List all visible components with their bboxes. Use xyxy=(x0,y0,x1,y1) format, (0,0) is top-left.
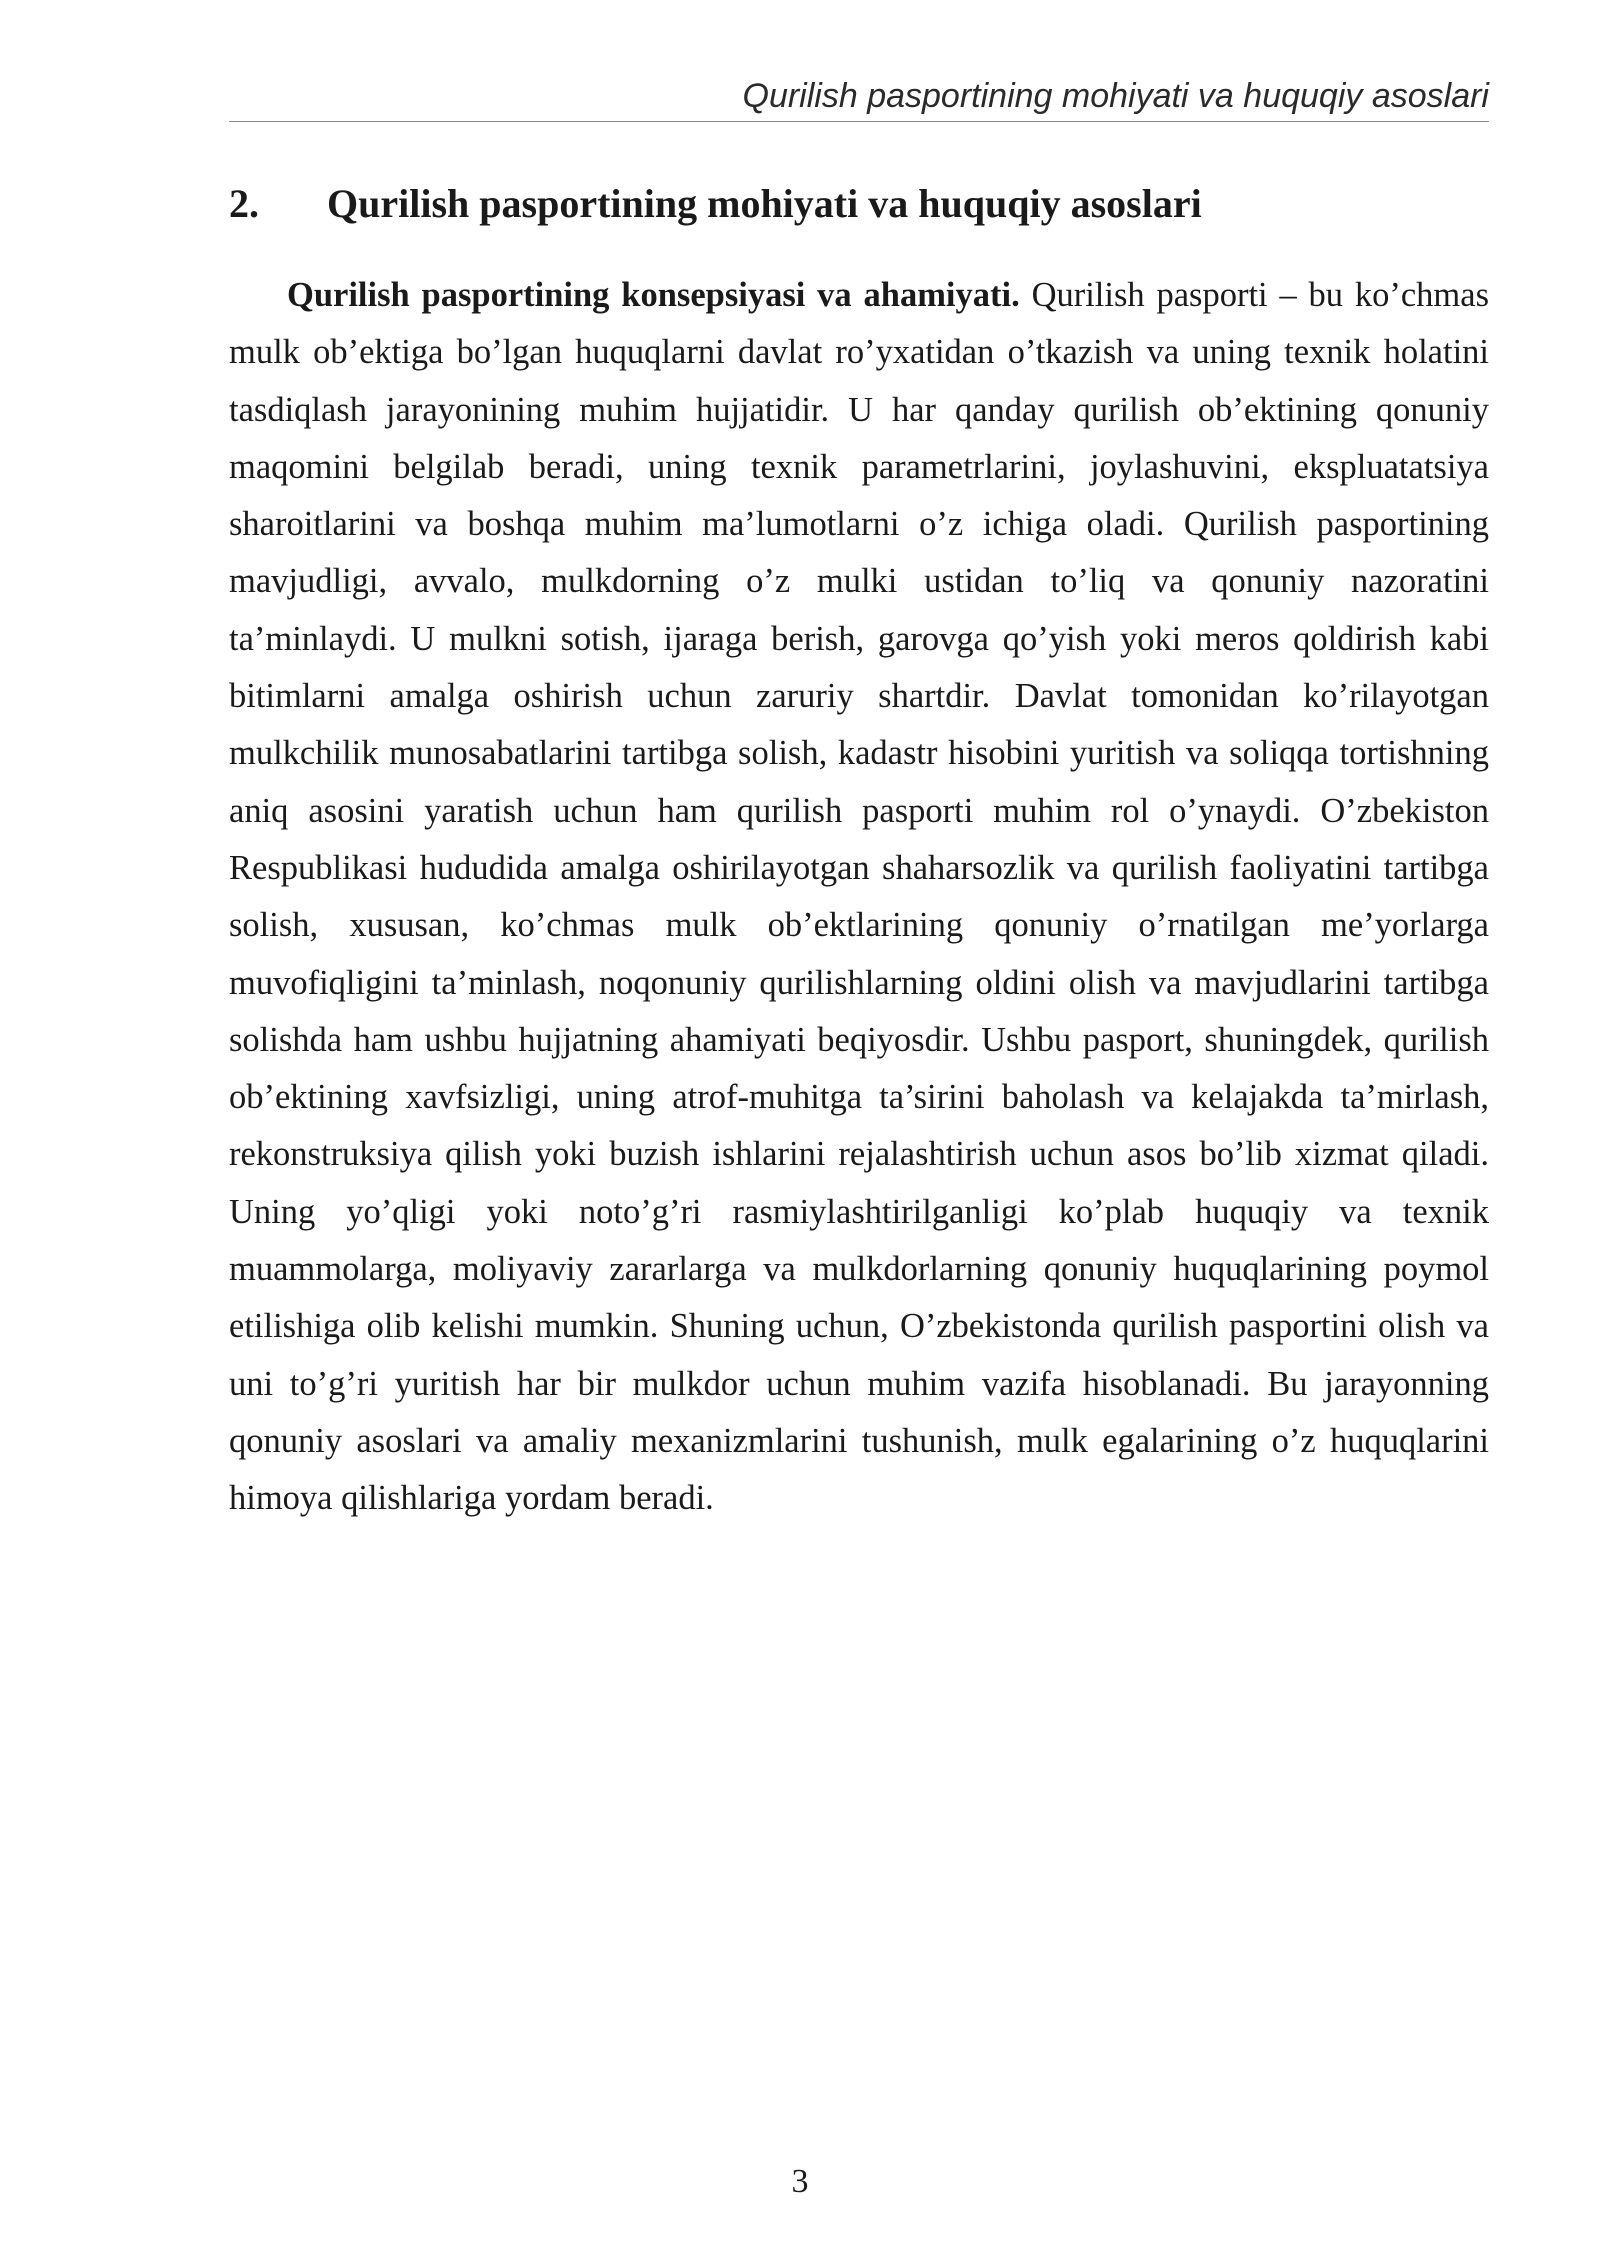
section-heading xyxy=(229,176,1489,232)
paragraph-lead: Qurilish pasportining konsepsiyasi va ahamiyati. xyxy=(287,276,1020,314)
running-header: Qurilish pasportining mohiyati va huquqiy asoslari xyxy=(742,77,1489,115)
header-divider xyxy=(229,121,1489,122)
page-number: 3 xyxy=(791,2163,809,2200)
section-number: 2. xyxy=(229,181,259,226)
section-title: Qurilish pasportining mohiyati va huquqiy asoslari xyxy=(327,181,1202,226)
paragraph-text: Qurilish pasporti – bu ko’chmas mulk ob’ektiga bo’lgan huquqlarni davlat ro’yxatidan o’tkazish va uning texnik holatini tasdiqlash jarayonining muhim hujjatidir. U har qanday qurilish ob’ektining qonuniy maqomini belgilab beradi, uning texnik parametrlarini, joylashuvini, ekspluatatsiya sharoitlarini va boshqa muhim ma’lumotlarni o’z ichiga oladi. Qurilish pasportining mavjudligi, avvalo, mulkdorning o’z mulki ustidan to’liq va qonuniy nazoratini ta’minlaydi. U mulkni sotish, ijaraga berish, garovga qo’yish yoki meros qoldirish kabi bitimlarni amalga oshirish uchun zaruriy shartdir. Davlat tomonidan ko’rilayotgan mulkchilik munosabatlarini tartibga solish, kadastr hisobini yuritish va soliqqa tortishning aniq asosini yaratish uchun ham qurilish pasporti muhim rol o’ynaydi. O’zbekiston Respublikasi hududida amalga oshirilayotgan shaharsozlik va qurilish faoliyatini tartibga solish, xususan, ko’chmas mulk ob’ektlarining qonuniy o’rnatilgan me’yorlarga muvofiqligini ta’minlash, noqonuniy qurilishlarning oldini olish va mavjudlarini tartibga solishda ham ushbu hujjatning ahamiyati beqiyosdir. Ushbu pasport, shuningdek, qurilish ob’ektining xavfsizligi, uning atrof-muhitga ta’sirini baholash va kelajakda ta’mirlash, rekonstruksiya qilish yoki buzish ishlarini rejalashtirish uchun asos bo’lib xizmat qiladi. Uning yo’qligi yoki noto’g’ri rasmiylashtirilganligi ko’plab huquqiy va texnik muammolarga, moliyaviy zararlarga va mulkdorlarning qonuniy huquqlarining poymol etilishiga olib kelishi mumkin. Shuning uchun, O’zbekistonda qurilish pasportini olish va uni to’g’ri yuritish har bir mulkdor uchun muhim vazifa hisoblanadi. Bu jarayonning qonuniy asoslari va amaliy mexanizmlarini tushunish, mulk egalarining o’z huquqlarini himoya qilishlariga yordam beradi. xyxy=(229,276,1490,1518)
body-paragraph xyxy=(229,267,1489,1528)
